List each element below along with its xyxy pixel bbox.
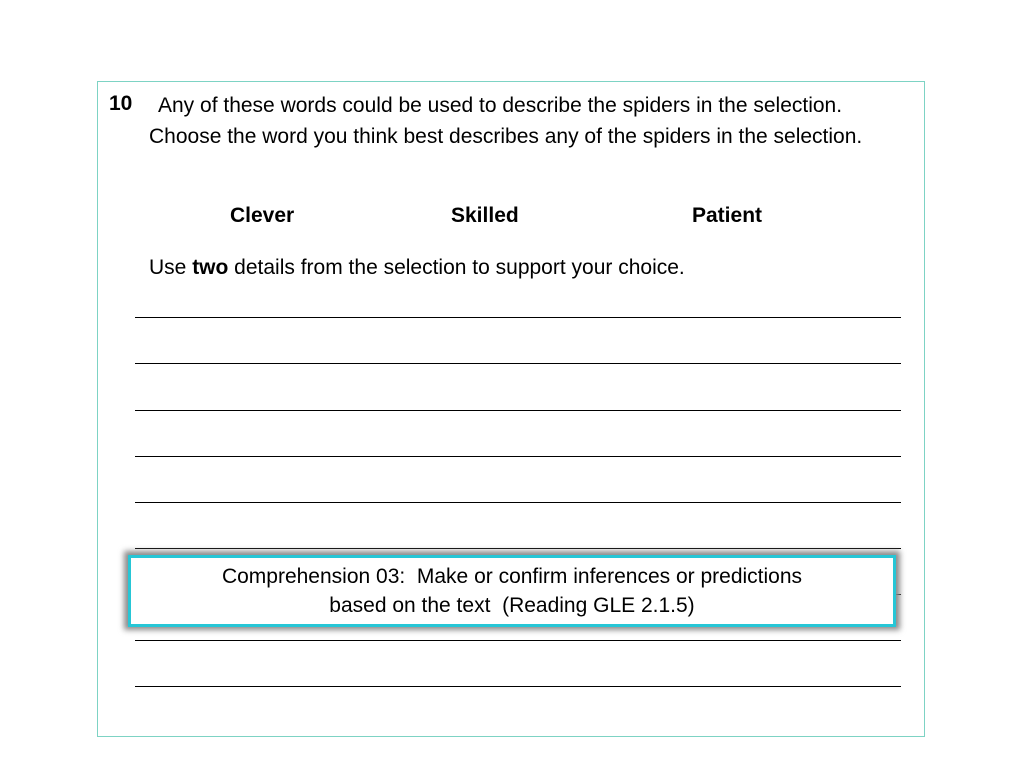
answer-line[interactable] <box>135 548 901 549</box>
question-frame <box>97 81 925 737</box>
word-choice-clever: Clever <box>230 204 295 227</box>
question-instruction <box>149 255 685 281</box>
standard-note-line1: Comprehension 03: Make or confirm inferences or predictions <box>221 565 803 588</box>
standard-note <box>128 555 896 627</box>
instruction-after: details from the selection to support your choice. <box>228 256 685 279</box>
answer-line[interactable] <box>135 317 901 318</box>
question-number: 10 <box>109 92 133 115</box>
word-choice-patient: Patient <box>692 204 763 227</box>
answer-line[interactable] <box>135 686 901 687</box>
question-prompt-text: Any of these words could be used to describe the spiders in the selection. Choose the word you think best describes any of the spiders in the selection. <box>149 94 863 148</box>
answer-line[interactable] <box>135 410 901 411</box>
standard-note-line2: based on the text (Reading GLE 2.1.5) <box>329 594 695 617</box>
standard-note-text <box>222 562 802 620</box>
instruction-before: Use <box>149 256 193 279</box>
answer-line[interactable] <box>135 456 901 457</box>
answer-line[interactable] <box>135 363 901 364</box>
answer-line[interactable] <box>135 502 901 503</box>
question-prompt <box>149 90 889 152</box>
instruction-emphasis: two <box>192 256 229 279</box>
answer-line[interactable] <box>135 640 901 641</box>
word-choice-skilled: Skilled <box>451 204 519 227</box>
